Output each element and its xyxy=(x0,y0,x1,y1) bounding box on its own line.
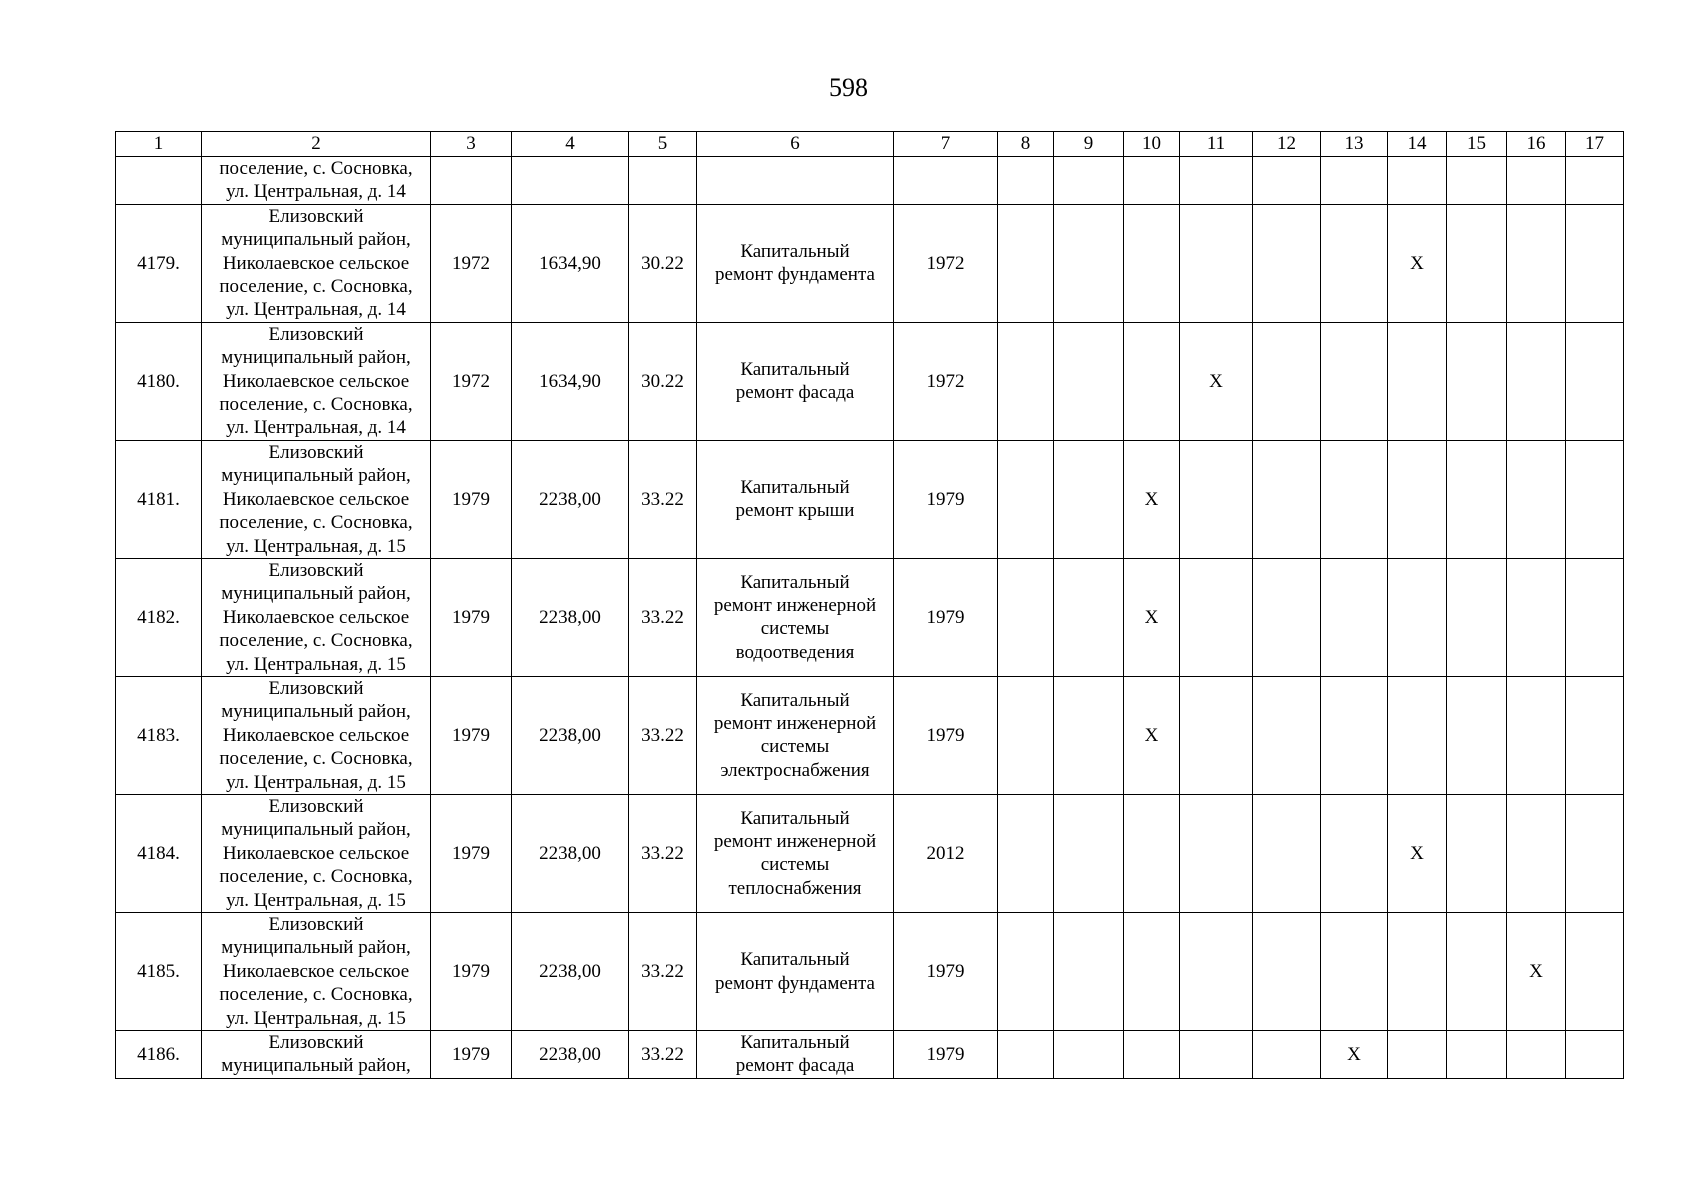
column-header: 14 xyxy=(1388,132,1447,157)
cell-empty xyxy=(1054,157,1124,205)
cell-empty xyxy=(1253,440,1321,558)
text-line: Елизовский xyxy=(268,914,364,935)
cell-code: 33.22 xyxy=(629,558,697,676)
cell-empty xyxy=(1447,794,1507,912)
cell-year: 1979 xyxy=(431,440,512,558)
cell-empty xyxy=(1124,157,1180,205)
text-line: ремонт фундамента xyxy=(715,972,875,994)
text-line: ул. Центральная, д. 14 xyxy=(226,417,406,439)
cell-empty xyxy=(1321,322,1388,440)
cell-empty xyxy=(1566,794,1624,912)
address-line: поселение, с. Сосновка, xyxy=(219,158,413,179)
text-line: Капитальный xyxy=(740,949,850,971)
text-line: ремонт инженерной xyxy=(713,831,877,853)
cell-empty xyxy=(1388,558,1447,676)
text-line: Елизовский xyxy=(268,677,364,699)
text-line: ремонт фасада xyxy=(735,382,855,404)
cell-empty xyxy=(1180,440,1253,558)
text-line: поселение, с. Сосновка, xyxy=(219,630,413,652)
cell-empty xyxy=(1124,322,1180,440)
cell-empty xyxy=(1507,440,1566,558)
cell-empty xyxy=(1447,676,1507,794)
text-line: Елизовский xyxy=(268,795,364,817)
cell-empty xyxy=(998,1031,1054,1079)
cell-num: 4184. xyxy=(116,794,202,912)
cell-mark: X xyxy=(1180,322,1253,440)
text-line: теплоснабжения xyxy=(728,877,862,899)
cell-empty xyxy=(1124,913,1180,1031)
cell-year: 1979 xyxy=(431,558,512,676)
cell-work-year: 1972 xyxy=(894,204,998,322)
cell-work xyxy=(697,558,894,676)
column-header: 17 xyxy=(1566,132,1624,157)
text-line: системы xyxy=(760,854,830,876)
cell-work-year: 1972 xyxy=(894,322,998,440)
cell-empty xyxy=(1321,558,1388,676)
cell-empty xyxy=(1388,1031,1447,1079)
table-row xyxy=(116,1031,1624,1079)
cell-empty xyxy=(1388,322,1447,440)
cell-num: 4183. xyxy=(116,676,202,794)
cell-empty xyxy=(1507,794,1566,912)
cell-empty xyxy=(1124,204,1180,322)
cell-empty xyxy=(1507,558,1566,676)
text-line: Николаевское сельское xyxy=(222,842,410,864)
cell-empty xyxy=(1507,1031,1566,1079)
text-line: поселение, с. Сосновка, xyxy=(219,394,413,416)
text-line: системы xyxy=(760,618,830,640)
cell-address xyxy=(202,322,431,440)
cell-year: 1979 xyxy=(431,676,512,794)
cell-area: 1634,90 xyxy=(512,204,629,322)
cell-code: 33.22 xyxy=(629,913,697,1031)
column-header: 15 xyxy=(1447,132,1507,157)
table-row xyxy=(116,558,1624,676)
text-line: Капитальный xyxy=(740,240,850,262)
table-row-continued xyxy=(116,157,1624,205)
text-line: поселение, с. Сосновка, xyxy=(219,984,413,1006)
cell-empty xyxy=(1054,204,1124,322)
text-line: Елизовский xyxy=(268,441,364,463)
cell-empty xyxy=(998,322,1054,440)
cell-empty xyxy=(1447,204,1507,322)
text-line: ул. Центральная, д. 15 xyxy=(226,535,406,557)
column-header: 5 xyxy=(629,132,697,157)
column-header: 11 xyxy=(1180,132,1253,157)
cell-empty xyxy=(1124,1031,1180,1079)
cell-empty xyxy=(1253,676,1321,794)
cell-year: 1972 xyxy=(431,204,512,322)
cell-address xyxy=(202,913,431,1031)
cell-empty xyxy=(894,157,998,205)
column-header: 4 xyxy=(512,132,629,157)
cell-empty xyxy=(1566,913,1624,1031)
cell-empty xyxy=(1054,440,1124,558)
text-line: Николаевское сельское xyxy=(222,252,410,274)
cell-area: 2238,00 xyxy=(512,676,629,794)
cell-empty xyxy=(1447,558,1507,676)
column-header: 13 xyxy=(1321,132,1388,157)
cell-code: 33.22 xyxy=(629,794,697,912)
cell-work xyxy=(697,440,894,558)
text-line: ремонт инженерной xyxy=(713,713,877,735)
cell-empty xyxy=(998,157,1054,205)
column-header: 6 xyxy=(697,132,894,157)
cell-mark: X xyxy=(1388,204,1447,322)
cell-empty xyxy=(998,794,1054,912)
register-table xyxy=(115,131,1624,1079)
text-line: Капитальный xyxy=(740,571,850,593)
cell-work-year: 1979 xyxy=(894,913,998,1031)
address-line: ул. Центральная, д. 14 xyxy=(226,181,406,203)
cell-work xyxy=(697,794,894,912)
cell-code: 33.22 xyxy=(629,1031,697,1079)
cell-empty xyxy=(431,157,512,205)
cell-work xyxy=(697,322,894,440)
cell-address xyxy=(202,204,431,322)
cell-work xyxy=(697,676,894,794)
cell-empty xyxy=(998,558,1054,676)
text-line: ул. Центральная, д. 15 xyxy=(226,1007,406,1029)
page-number: 598 xyxy=(829,73,868,102)
column-header: 2 xyxy=(202,132,431,157)
cell-empty xyxy=(1253,322,1321,440)
cell-code: 33.22 xyxy=(629,440,697,558)
text-line: ул. Центральная, д. 15 xyxy=(226,653,406,675)
cell-code: 30.22 xyxy=(629,322,697,440)
cell-empty xyxy=(1253,204,1321,322)
cell-num: 4185. xyxy=(116,913,202,1031)
cell-area: 2238,00 xyxy=(512,1031,629,1079)
cell-year: 1979 xyxy=(431,913,512,1031)
cell-empty xyxy=(629,157,697,205)
column-header: 10 xyxy=(1124,132,1180,157)
text-line: системы xyxy=(760,736,830,758)
text-line: муниципальный район, xyxy=(221,701,411,723)
cell-work-year: 2012 xyxy=(894,794,998,912)
cell-work xyxy=(697,913,894,1031)
cell-empty xyxy=(1447,322,1507,440)
cell-empty xyxy=(1180,157,1253,205)
cell-empty xyxy=(1054,676,1124,794)
table-row xyxy=(116,676,1624,794)
cell-num: 4181. xyxy=(116,440,202,558)
text-line: Капитальный xyxy=(740,476,850,498)
cell-empty xyxy=(1124,794,1180,912)
column-header: 7 xyxy=(894,132,998,157)
text-line: муниципальный район, xyxy=(221,583,411,605)
cell-num xyxy=(116,157,202,205)
text-line: Капитальный xyxy=(740,807,850,829)
cell-empty xyxy=(1321,440,1388,558)
cell-empty xyxy=(1180,1031,1253,1079)
cell-empty xyxy=(998,676,1054,794)
text-line: электроснабжения xyxy=(720,759,870,781)
cell-empty xyxy=(1253,913,1321,1031)
text-line: муниципальный район, xyxy=(221,819,411,841)
cell-empty xyxy=(1054,322,1124,440)
cell-address xyxy=(202,794,431,912)
text-line: Елизовский xyxy=(268,323,364,345)
text-line: ул. Центральная, д. 14 xyxy=(226,299,406,321)
cell-empty xyxy=(1507,322,1566,440)
text-line: поселение, с. Сосновка, xyxy=(219,276,413,298)
cell-empty xyxy=(1321,157,1388,205)
cell-empty xyxy=(998,440,1054,558)
cell-area: 2238,00 xyxy=(512,558,629,676)
table-row xyxy=(116,322,1624,440)
cell-mark: X xyxy=(1321,1031,1388,1079)
text-line: ремонт фундамента xyxy=(715,264,875,286)
cell-address xyxy=(202,440,431,558)
text-line: водоотведения xyxy=(735,641,855,663)
text-line: муниципальный район, xyxy=(221,937,411,959)
cell-mark: X xyxy=(1124,558,1180,676)
text-line: Елизовский xyxy=(268,559,364,581)
cell-code: 30.22 xyxy=(629,204,697,322)
text-line: ремонт фасада xyxy=(735,1055,855,1077)
cell-num: 4186. xyxy=(116,1031,202,1079)
cell-year: 1972 xyxy=(431,322,512,440)
text-line: Елизовский xyxy=(268,205,364,227)
cell-address xyxy=(202,1031,431,1079)
cell-year: 1979 xyxy=(431,1031,512,1079)
cell-empty xyxy=(1447,913,1507,1031)
text-line: Николаевское сельское xyxy=(222,488,410,510)
cell-empty xyxy=(1507,676,1566,794)
column-header: 16 xyxy=(1507,132,1566,157)
cell-num: 4179. xyxy=(116,204,202,322)
cell-address xyxy=(202,676,431,794)
text-line: поселение, с. Сосновка, xyxy=(219,748,413,770)
text-line: Елизовский xyxy=(268,1032,364,1054)
cell-empty xyxy=(1180,204,1253,322)
table-row xyxy=(116,204,1624,322)
table-row xyxy=(116,913,1624,1031)
cell-area: 2238,00 xyxy=(512,794,629,912)
cell-code: 33.22 xyxy=(629,676,697,794)
cell-work-year: 1979 xyxy=(894,1031,998,1079)
cell-empty xyxy=(1566,676,1624,794)
text-line: Николаевское сельское xyxy=(222,370,410,392)
column-header: 8 xyxy=(998,132,1054,157)
cell-empty xyxy=(1388,913,1447,1031)
text-line: Капитальный xyxy=(740,1032,850,1054)
cell-empty xyxy=(998,913,1054,1031)
cell-empty xyxy=(1447,1031,1507,1079)
cell-empty xyxy=(1321,794,1388,912)
cell-empty xyxy=(1566,204,1624,322)
text-line: ул. Центральная, д. 15 xyxy=(226,771,406,793)
text-line: ремонт крыши xyxy=(735,500,855,522)
cell-mark: X xyxy=(1124,676,1180,794)
cell-work xyxy=(697,1031,894,1079)
cell-work-year: 1979 xyxy=(894,558,998,676)
cell-empty xyxy=(1180,676,1253,794)
cell-work-year: 1979 xyxy=(894,676,998,794)
cell-empty xyxy=(1507,204,1566,322)
cell-empty xyxy=(1321,204,1388,322)
cell-work-year: 1979 xyxy=(894,440,998,558)
cell-empty xyxy=(1388,157,1447,205)
text-line: Николаевское сельское xyxy=(222,960,410,982)
cell-empty xyxy=(1253,558,1321,676)
cell-empty xyxy=(1180,913,1253,1031)
text-line: муниципальный район, xyxy=(221,347,411,369)
cell-empty xyxy=(1566,322,1624,440)
text-line: Капитальный xyxy=(740,689,850,711)
cell-empty xyxy=(1321,913,1388,1031)
cell-empty xyxy=(1253,794,1321,912)
table-body xyxy=(116,157,1624,1079)
text-line: Николаевское сельское xyxy=(222,724,410,746)
table-row xyxy=(116,440,1624,558)
cell-empty xyxy=(1388,440,1447,558)
text-line: поселение, с. Сосновка, xyxy=(219,866,413,888)
cell-year: 1979 xyxy=(431,794,512,912)
text-line: поселение, с. Сосновка, xyxy=(219,512,413,534)
cell-empty xyxy=(1321,676,1388,794)
cell-empty xyxy=(998,204,1054,322)
cell-empty xyxy=(1388,676,1447,794)
cell-empty xyxy=(1566,157,1624,205)
cell-empty xyxy=(1507,157,1566,205)
cell-empty xyxy=(1054,558,1124,676)
cell-num: 4182. xyxy=(116,558,202,676)
cell-empty xyxy=(1447,440,1507,558)
text-line: ремонт инженерной xyxy=(713,595,877,617)
cell-empty xyxy=(1054,794,1124,912)
table-row xyxy=(116,794,1624,912)
column-header: 3 xyxy=(431,132,512,157)
cell-mark: X xyxy=(1388,794,1447,912)
cell-num: 4180. xyxy=(116,322,202,440)
cell-empty xyxy=(1180,558,1253,676)
cell-empty xyxy=(1566,1031,1624,1079)
cell-empty xyxy=(1447,157,1507,205)
cell-empty xyxy=(1253,157,1321,205)
cell-empty xyxy=(1566,440,1624,558)
cell-address xyxy=(202,558,431,676)
cell-area: 2238,00 xyxy=(512,440,629,558)
cell-area: 1634,90 xyxy=(512,322,629,440)
text-line: Капитальный xyxy=(740,358,850,380)
cell-empty xyxy=(697,157,894,205)
cell-empty xyxy=(1054,1031,1124,1079)
cell-work xyxy=(697,204,894,322)
column-header: 9 xyxy=(1054,132,1124,157)
cell-mark: X xyxy=(1507,913,1566,1031)
text-line: ул. Центральная, д. 15 xyxy=(226,889,406,911)
cell-empty xyxy=(1566,558,1624,676)
header-row xyxy=(116,132,1624,157)
cell-mark: X xyxy=(1124,440,1180,558)
cell-empty xyxy=(1180,794,1253,912)
cell-empty xyxy=(1054,913,1124,1031)
column-header: 12 xyxy=(1253,132,1321,157)
text-line: муниципальный район, xyxy=(221,1055,411,1077)
cell-address xyxy=(202,157,431,205)
text-line: муниципальный район, xyxy=(221,229,411,251)
cell-empty xyxy=(512,157,629,205)
text-line: Николаевское сельское xyxy=(222,606,410,628)
cell-area: 2238,00 xyxy=(512,913,629,1031)
column-header: 1 xyxy=(116,132,202,157)
text-line: муниципальный район, xyxy=(221,465,411,487)
cell-empty xyxy=(1253,1031,1321,1079)
